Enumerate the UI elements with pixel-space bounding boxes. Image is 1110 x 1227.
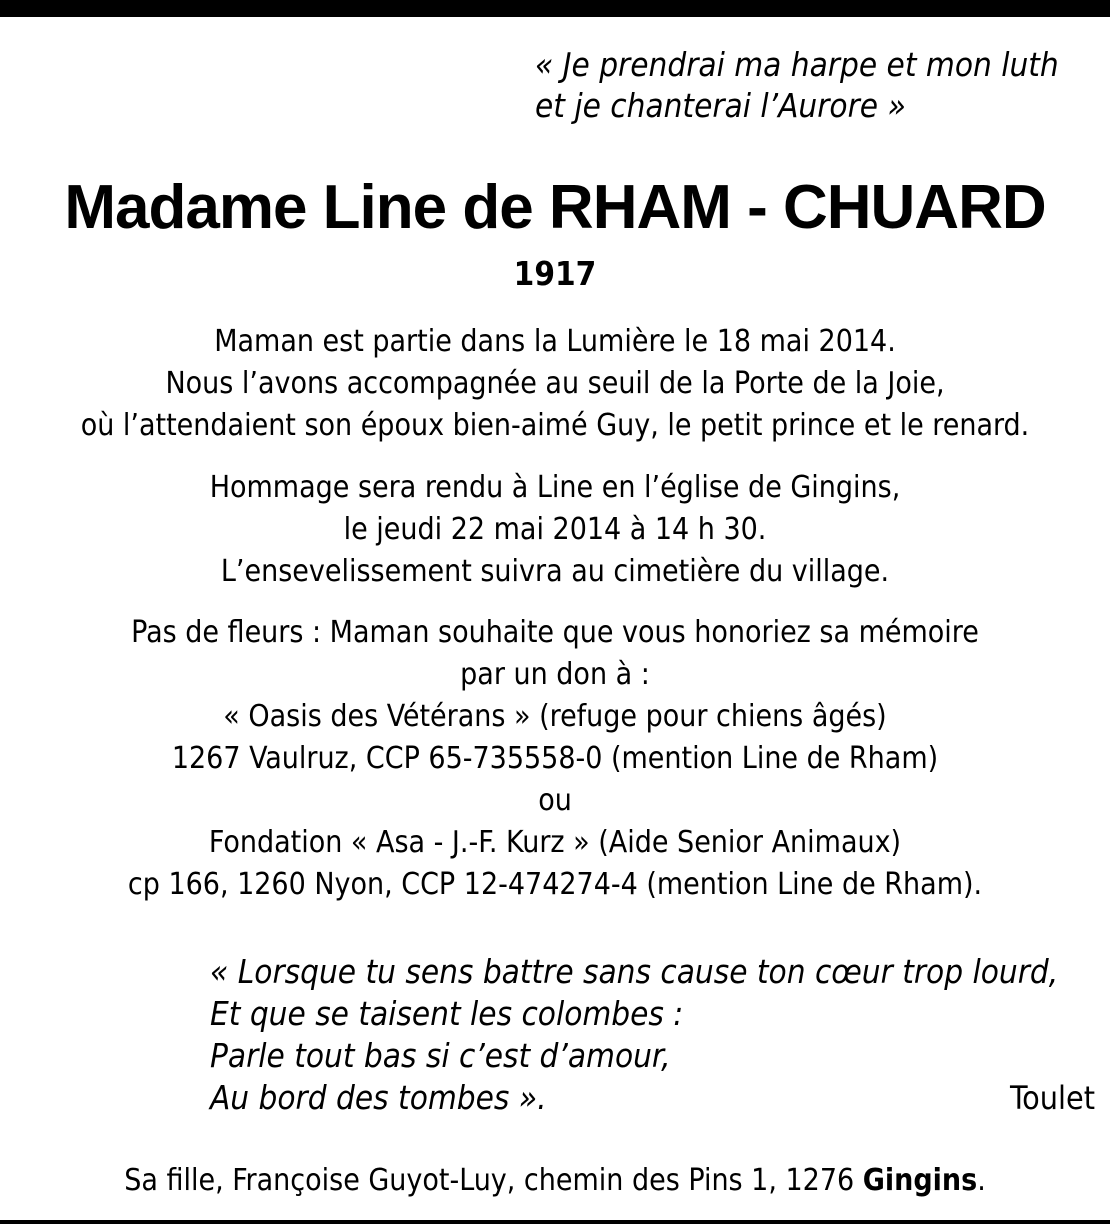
donation-line: par un don à : [460,657,650,692]
donation-line: ou [538,783,572,818]
announcement-line: Maman est partie dans la Lumière le 18 mai 2014. [214,324,896,359]
closing-poem [210,951,1100,1119]
donation-paragraph [0,612,1110,906]
donation-line: « Oasis des Vétérans » (refuge pour chiens âgés) [223,699,887,734]
donation-line: Pas de fleurs : Maman souhaite que vous honoriez sa mémoire [131,615,979,650]
top-rule [0,0,1110,17]
poem-line: Parle tout bas si c’est d’amour, [210,1036,671,1075]
service-line: L’ensevelissement suivra au cimetière du village. [220,554,890,589]
birth-year: 1917 [513,254,597,293]
deceased-name: Madame Line de RHAM - CHUARD [64,173,1046,242]
family-signature [0,1160,1110,1202]
epigraph-line: et je chanterai l’Aurore » [535,86,906,125]
poem-line: « Lorsque tu sens battre sans cause ton cœur trop lourd, [210,952,1059,991]
donation-line: 1267 Vaulruz, CCP 65-735558-0 (mention Line de Rham) [171,741,939,776]
announcement-line: où l’attendaient son époux bien-aimé Guy, le petit prince et le renard. [80,408,1030,443]
service-line: Hommage sera rendu à Line en l’église de Gingins, [209,470,901,505]
signature-end: . [977,1163,986,1198]
epigraph-line: « Je prendrai ma harpe et mon luth [535,45,1059,84]
service-line: le jeudi 22 mai 2014 à 14 h 30. [343,512,767,547]
announcement-paragraph [0,321,1110,447]
signature-place: Gingins [862,1163,978,1198]
signature-text: Sa fille, Françoise Guyot-Luy, chemin des Pins 1, 1276 [124,1163,863,1198]
donation-line: Fondation « Asa - J.-F. Kurz » (Aide Senior Animaux) [208,825,902,860]
epigraph-quote [535,44,1110,126]
announcement-line: Nous l’avons accompagnée au seuil de la Porte de la Joie, [165,366,945,401]
service-paragraph [0,467,1110,593]
poem-line: Au bord des tombes ». [210,1078,547,1117]
donation-line: cp 166, 1260 Nyon, CCP 12-474274-4 (mention Line de Rham). [127,867,983,902]
poem-author: Toulet [1010,1079,1095,1117]
bottom-rule [0,1220,1110,1224]
poem-line: Et que se taisent les colombes : [210,994,684,1033]
